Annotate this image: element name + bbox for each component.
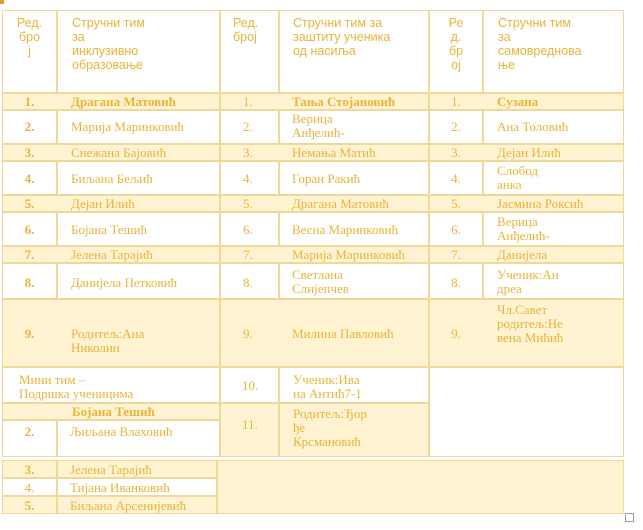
row5-self-eval-member: Јасмина Роксић	[497, 196, 584, 211]
row9-violence-member: Милина Павловић	[292, 326, 394, 341]
row1-number-1: 1.	[24, 94, 35, 109]
mini-team-title: Мини тим – Подршка ученицима	[19, 372, 134, 401]
row3-self-eval-member: Дејан Илић	[497, 145, 561, 160]
row4-self-eval-member: Слобод анка	[497, 163, 539, 192]
header-self-eval-team-text: Стручни тим за самовреднова ње	[498, 16, 582, 72]
mini-member-2: Љиљана Влаховић	[70, 424, 173, 439]
row11-number: 11.	[242, 417, 258, 432]
row6-self-eval-member: Верица Анђелић-	[497, 214, 550, 243]
mini-number-5: 5.	[24, 498, 35, 513]
row9-number-2: 9.	[243, 326, 253, 341]
row5-number-3: 5.	[451, 196, 461, 211]
row7-number-3: 7.	[451, 247, 461, 262]
list-item	[2, 478, 57, 496]
row8-number-2: 8.	[243, 275, 253, 290]
row5-number-2: 5.	[243, 196, 253, 211]
header-inclusive-team	[57, 10, 220, 93]
row2-number-1: 2.	[24, 119, 35, 134]
list-item	[2, 420, 57, 457]
header-inclusive-team-text: Стручни тим за инклузивно образовање	[72, 16, 145, 72]
row6-inclusive-member: Бојана Тешић	[71, 222, 148, 237]
row3-inclusive-member: Снежана Бајовић	[71, 145, 167, 160]
row2-number-2: 2.	[243, 119, 253, 134]
mini-number-3: 3.	[24, 462, 35, 477]
mini-number-4: 4.	[24, 480, 35, 495]
row2-number-3: 2.	[451, 119, 461, 134]
row5-number-1: 5.	[24, 196, 35, 211]
row4-number-1: 4.	[24, 171, 35, 186]
header-number-3	[429, 10, 483, 93]
row1-number-3: 1.	[451, 94, 461, 109]
mini-team-title-cell	[2, 367, 220, 403]
mini-member-5: Биљана Арсенијевић	[70, 498, 187, 513]
row9-number-3: 9.	[451, 326, 461, 341]
row7-inclusive-member: Јелена Тарајић	[71, 247, 153, 262]
table-cell	[57, 496, 217, 514]
row1-inclusive-member: Драгана Матовић	[71, 94, 176, 109]
row8-number-1: 8.	[24, 275, 35, 290]
header-self-eval-team	[483, 10, 624, 93]
mini-number-2: 2.	[24, 424, 35, 439]
shaded-filler	[217, 460, 624, 514]
table-cell	[57, 460, 217, 478]
table-cell	[429, 367, 624, 457]
row4-violence-member: Горан Ракић	[292, 171, 361, 186]
table-cell	[57, 478, 217, 496]
table-anchor-marker	[0, 0, 4, 4]
row3-number-2: 3.	[243, 145, 253, 160]
row5-violence-member: Драгана Матовић	[292, 196, 389, 211]
row7-number-1: 7.	[24, 247, 35, 262]
table-resize-handle[interactable]	[625, 513, 634, 522]
row10-member: Ученик:Ива на Антић7-1	[293, 372, 362, 401]
header-number-3-text: Ре д. бр ој	[448, 16, 464, 72]
row6-violence-member: Весна Маринковић	[292, 222, 399, 237]
header-number-2-text: Ред. број	[233, 16, 259, 44]
table-cell	[279, 367, 429, 403]
header-number-1	[2, 10, 57, 93]
row9-self-eval-member: Чл.Савет родитељ:Не вена Мићић	[497, 302, 564, 345]
mini-member-1: Бојана Тешић	[72, 404, 155, 419]
row4-number-2: 4.	[243, 171, 253, 186]
row6-number-2: 6.	[243, 222, 253, 237]
row6-number-1: 6.	[24, 222, 35, 237]
row9-inclusive-member: Родитељ:Ана Николин	[71, 326, 145, 355]
row9-number-1: 9.	[24, 326, 35, 341]
row2-inclusive-member: Марија Маринковић	[71, 119, 184, 134]
header-number-1-text: Ред. бро ј	[16, 16, 43, 58]
table-cell	[279, 403, 429, 457]
row7-self-eval-member: Данијела	[497, 247, 548, 262]
row1-self-eval-member: Сузана	[497, 94, 539, 109]
row3-number-3: 3.	[451, 145, 461, 160]
row2-violence-member: Верица Анђелић-	[292, 111, 345, 140]
header-violence-team	[279, 10, 429, 93]
row8-inclusive-member: Данијела Петковић	[71, 275, 178, 290]
row3-violence-member: Немања Матић	[292, 145, 376, 160]
row6-number-3: 6.	[451, 222, 461, 237]
row7-violence-member: Марија Маринковић	[292, 247, 405, 262]
table-cell	[220, 403, 279, 457]
mini-member-3: Јелена Тарајић	[70, 462, 152, 477]
row7-number-2: 7.	[243, 247, 253, 262]
row4-inclusive-member: Биљана Бељић	[71, 171, 153, 186]
row8-violence-member: Светлана Слијепчев	[292, 267, 349, 296]
mini-member-4: Тијана Иванковић	[70, 480, 170, 495]
header-violence-team-text: Стручни тим за заштиту ученика од насиља	[293, 16, 391, 58]
table-cell	[220, 367, 279, 403]
row1-number-2: 1.	[243, 94, 253, 109]
list-item	[2, 403, 220, 420]
row4-number-3: 4.	[451, 171, 461, 186]
row1-violence-member: Тања Стојановић	[292, 94, 396, 109]
row8-self-eval-member: Ученик:Ан дреа	[497, 267, 559, 296]
list-item	[2, 496, 57, 514]
row3-number-1: 3.	[24, 145, 35, 160]
row8-number-3: 8.	[451, 275, 461, 290]
header-number-2	[220, 10, 279, 93]
table-cell	[57, 420, 220, 457]
row5-inclusive-member: Дејан Илић	[71, 196, 135, 211]
row10-number: 10.	[242, 378, 259, 393]
list-item	[2, 460, 57, 478]
row2-self-eval-member: Ана Толовић	[497, 119, 569, 134]
row11-member: Родитељ:Ђор ђе Крсмановић	[293, 406, 367, 449]
